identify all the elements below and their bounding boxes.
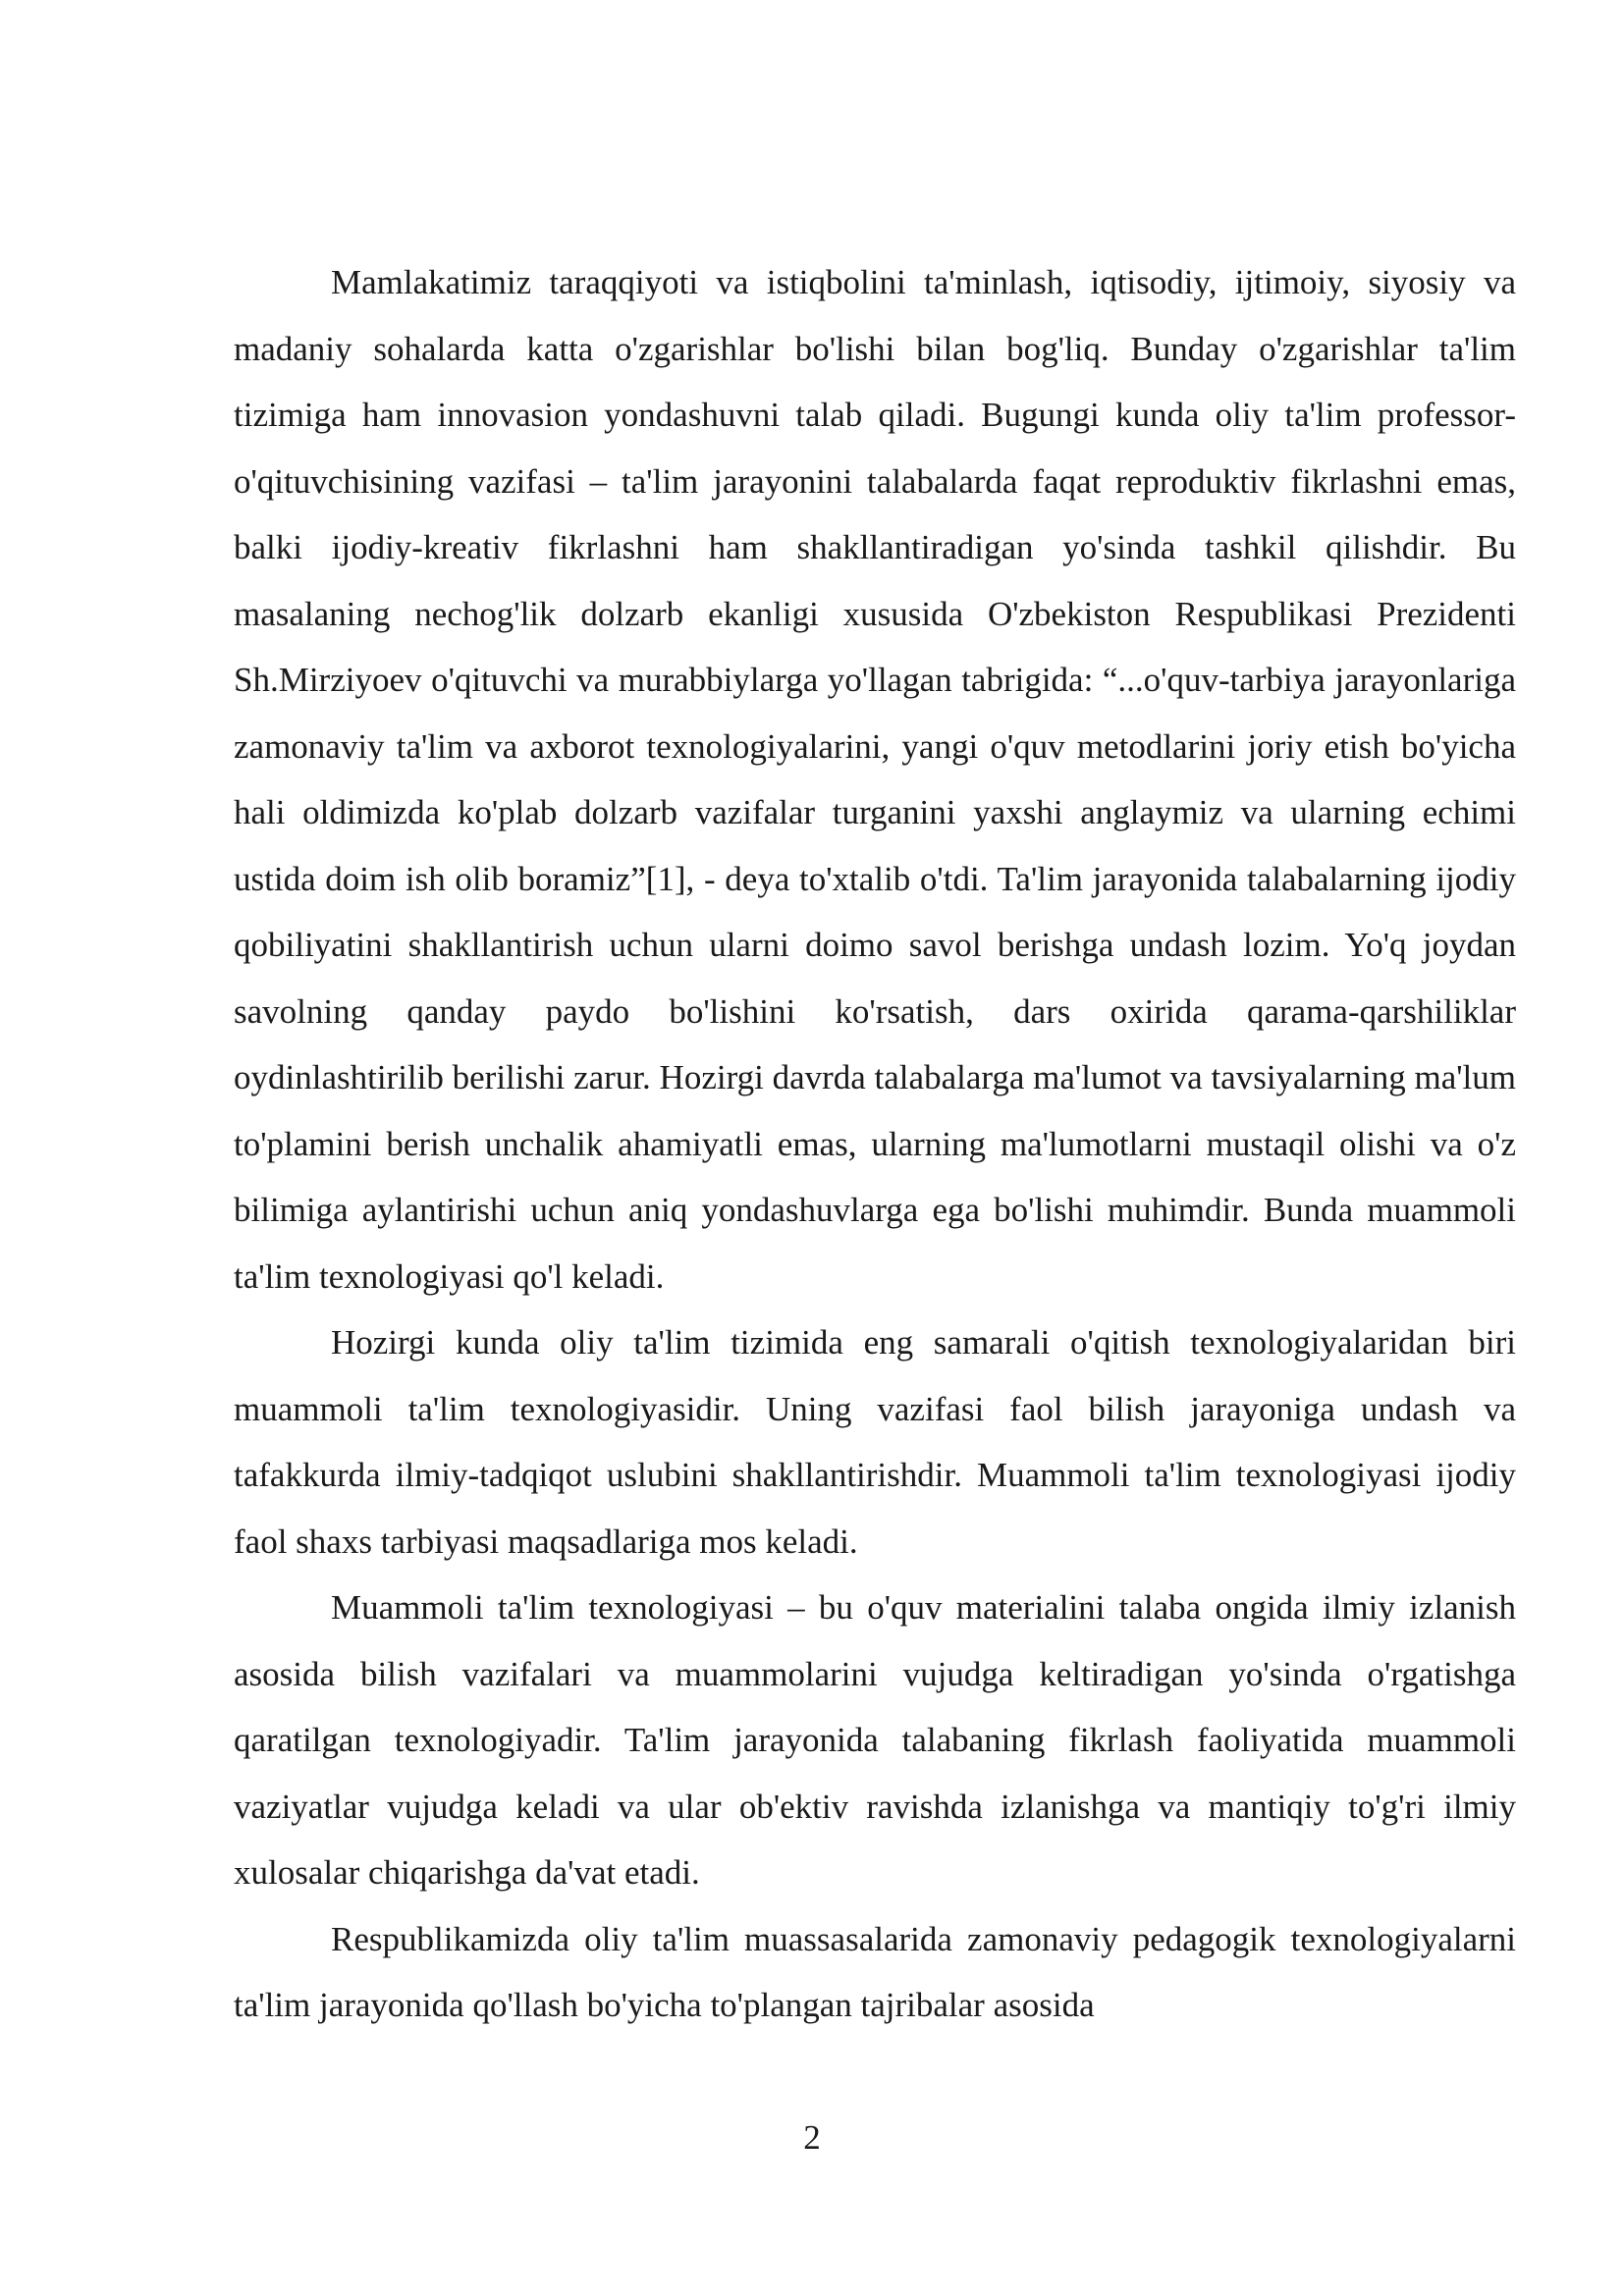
page-number: 2 (803, 2118, 821, 2157)
paragraph: Respublikamizda oliy ta'lim muassasalarida zamonaviy pedagogik texnologiyalarni ta'lim jarayonida qo'llash bo'yicha to'plangan tajribalar asosida (234, 1919, 1516, 2024)
paragraph: Muammoli ta'lim texnologiyasi – bu o'quv materialini talaba ongida ilmiy izlanish asosida bilish vazifalari va muammolarini vujudga keltiradigan yo'sinda o'rgatishga qaratilgan texnologiyadir. Ta'lim jarayonida talabaning fikrlash faoliyatida muammoli vaziyatlar vujudga keladi va ular ob'ektiv ravishda izlanishga va mantiqiy to'g'ri ilmiy xulosalar chiqarishga da'vat etadi. (234, 1588, 1516, 1892)
body-text (234, 249, 1516, 2039)
paragraph: Hozirgi kunda oliy ta'lim tizimida eng samarali o'qitish texnologiyalaridan biri muammoli ta'lim texnologiyasidir. Uning vazifasi faol bilish jarayoniga undash va tafakkurda ilmiy-tadqiqot uslubini shakllantirishdir. Muammoli ta'lim texnologiyasi ijodiy faol shaxs tarbiyasi maqsadlariga mos keladi. (234, 1323, 1516, 1561)
paragraph: Mamlakatimiz taraqqiyoti va istiqbolini ta'minlash, iqtisodiy, ijtimoiy, siyosiy va madaniy sohalarda katta o'zgarishlar bo'lishi bilan bog'liq. Bunday o'zgarishlar ta'lim tizimiga ham innovasion yondashuvni talab qiladi. Bugungi kunda oliy ta'lim professor-o'qituvchisining vazifasi – ta'lim jarayonini talabalarda faqat reproduktiv fikrlashni emas, balki ijodiy-kreativ fikrlashni ham shakllantiradigan yo'sinda tashkil qilishdir. Bu masalaning nechog'lik dolzarb ekanligi xususida O'zbekiston Respublikasi Prezidenti Sh.Mirziyoev o'qituvchi va murabbiylarga yo'llagan tabrigida: “...o'quv-tarbiya jarayonlariga zamonaviy ta'lim va axborot texnologiyalarini, yangi o'quv metodlarini joriy etish bo'yicha hali oldimizda ko'plab dolzarb vazifalar turganini yaxshi anglaymiz va ularning echimi ustida doim ish olib boramiz”[1], - deya to'xtalib o'tdi. Ta'lim jarayonida talabalarning ijodiy qobiliyatini shakllantirish uchun ularni doimo savol berishga undash lozim. Yo'q joydan savolning qanday paydo bo'lishini ko'rsatish, dars oxirida qarama-qarshiliklar oydinlashtirilib berilishi zarur. Hozirgi davrda talabalarga ma'lumot va tavsiyalarning ma'lum to'plamini berish unchalik ahamiyatli emas, ularning ma'lumotlarni mustaqil olishi va o'z bilimiga aylantirishi uchun aniq yondashuvlarga ega bo'lishi muhimdir. Bunda muammoli ta'lim texnologiyasi qo'l keladi. (234, 263, 1516, 1296)
